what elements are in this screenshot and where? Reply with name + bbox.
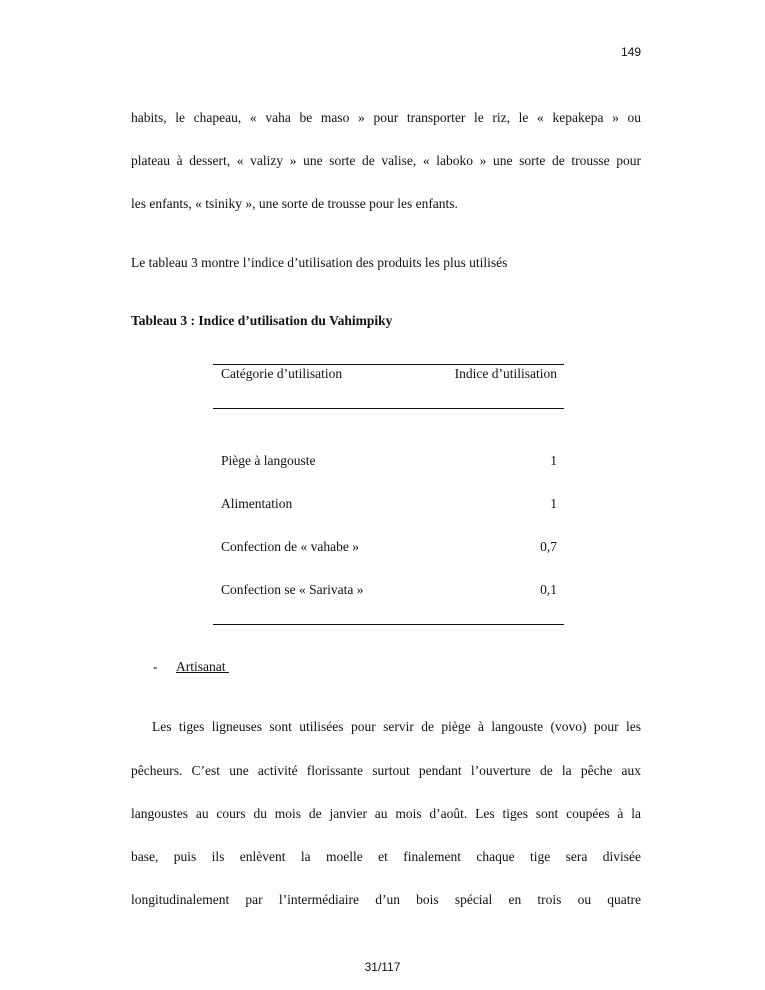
section-label: Artisanat — [176, 659, 229, 674]
page-number: 149 — [620, 45, 641, 59]
paragraph-line: langoustes au cours du mois de janvier au mois d’août. Les tiges sont coupées à la — [131, 806, 641, 821]
paragraph-line: longitudinalement par l’intermédiaire d’un bois spécial en trois ou quatre — [131, 892, 641, 907]
bullet-dash: - — [153, 659, 158, 674]
paragraph-line: pêcheurs. C’est une activité florissante surtout pendant l’ouverture de la pêche aux — [131, 763, 641, 778]
column-header-index: Indice d’utilisation — [454, 366, 557, 381]
paragraph-line: habits, le chapeau, « vaha be maso » pour transporter le riz, le « kepakepa » ou — [131, 110, 641, 125]
table-intro-text: Le tableau 3 montre l’indice d’utilisation des produits les plus utilisés — [131, 255, 508, 270]
paragraph-line: base, puis ils enlèvent la moelle et finalement chaque tige sera divisée — [131, 849, 641, 864]
table-cell-category: Piège à langouste — [221, 453, 316, 468]
table-cell-index: 1 — [550, 496, 557, 511]
table-cell-index: 0,7 — [540, 539, 557, 554]
paragraph-line: les enfants, « tsiniky », une sorte de trousse pour les enfants. — [131, 196, 458, 211]
table-cell-category: Confection de « vahabe » — [221, 539, 359, 554]
paragraph-line: Les tiges ligneuses sont utilisées pour servir de piège à langouste (vovo) pour les — [152, 719, 641, 734]
paragraph-line: plateau à dessert, « valizy » une sorte de valise, « laboko » une sorte de trousse pour — [131, 153, 641, 168]
column-header-category: Catégorie d’utilisation — [221, 366, 343, 381]
table-bottom-rule — [213, 624, 564, 625]
table-cell-index: 1 — [550, 453, 557, 468]
table-cell-category: Alimentation — [221, 496, 293, 511]
table-cell-index: 0,1 — [540, 582, 557, 597]
table-cell-category: Confection se « Sarivata » — [221, 582, 364, 597]
table-header-rule — [213, 408, 564, 409]
table-title: Tableau 3 : Indice d’utilisation du Vahimpiky — [131, 313, 393, 328]
page-footer-pagination: 31/117 — [364, 960, 401, 974]
